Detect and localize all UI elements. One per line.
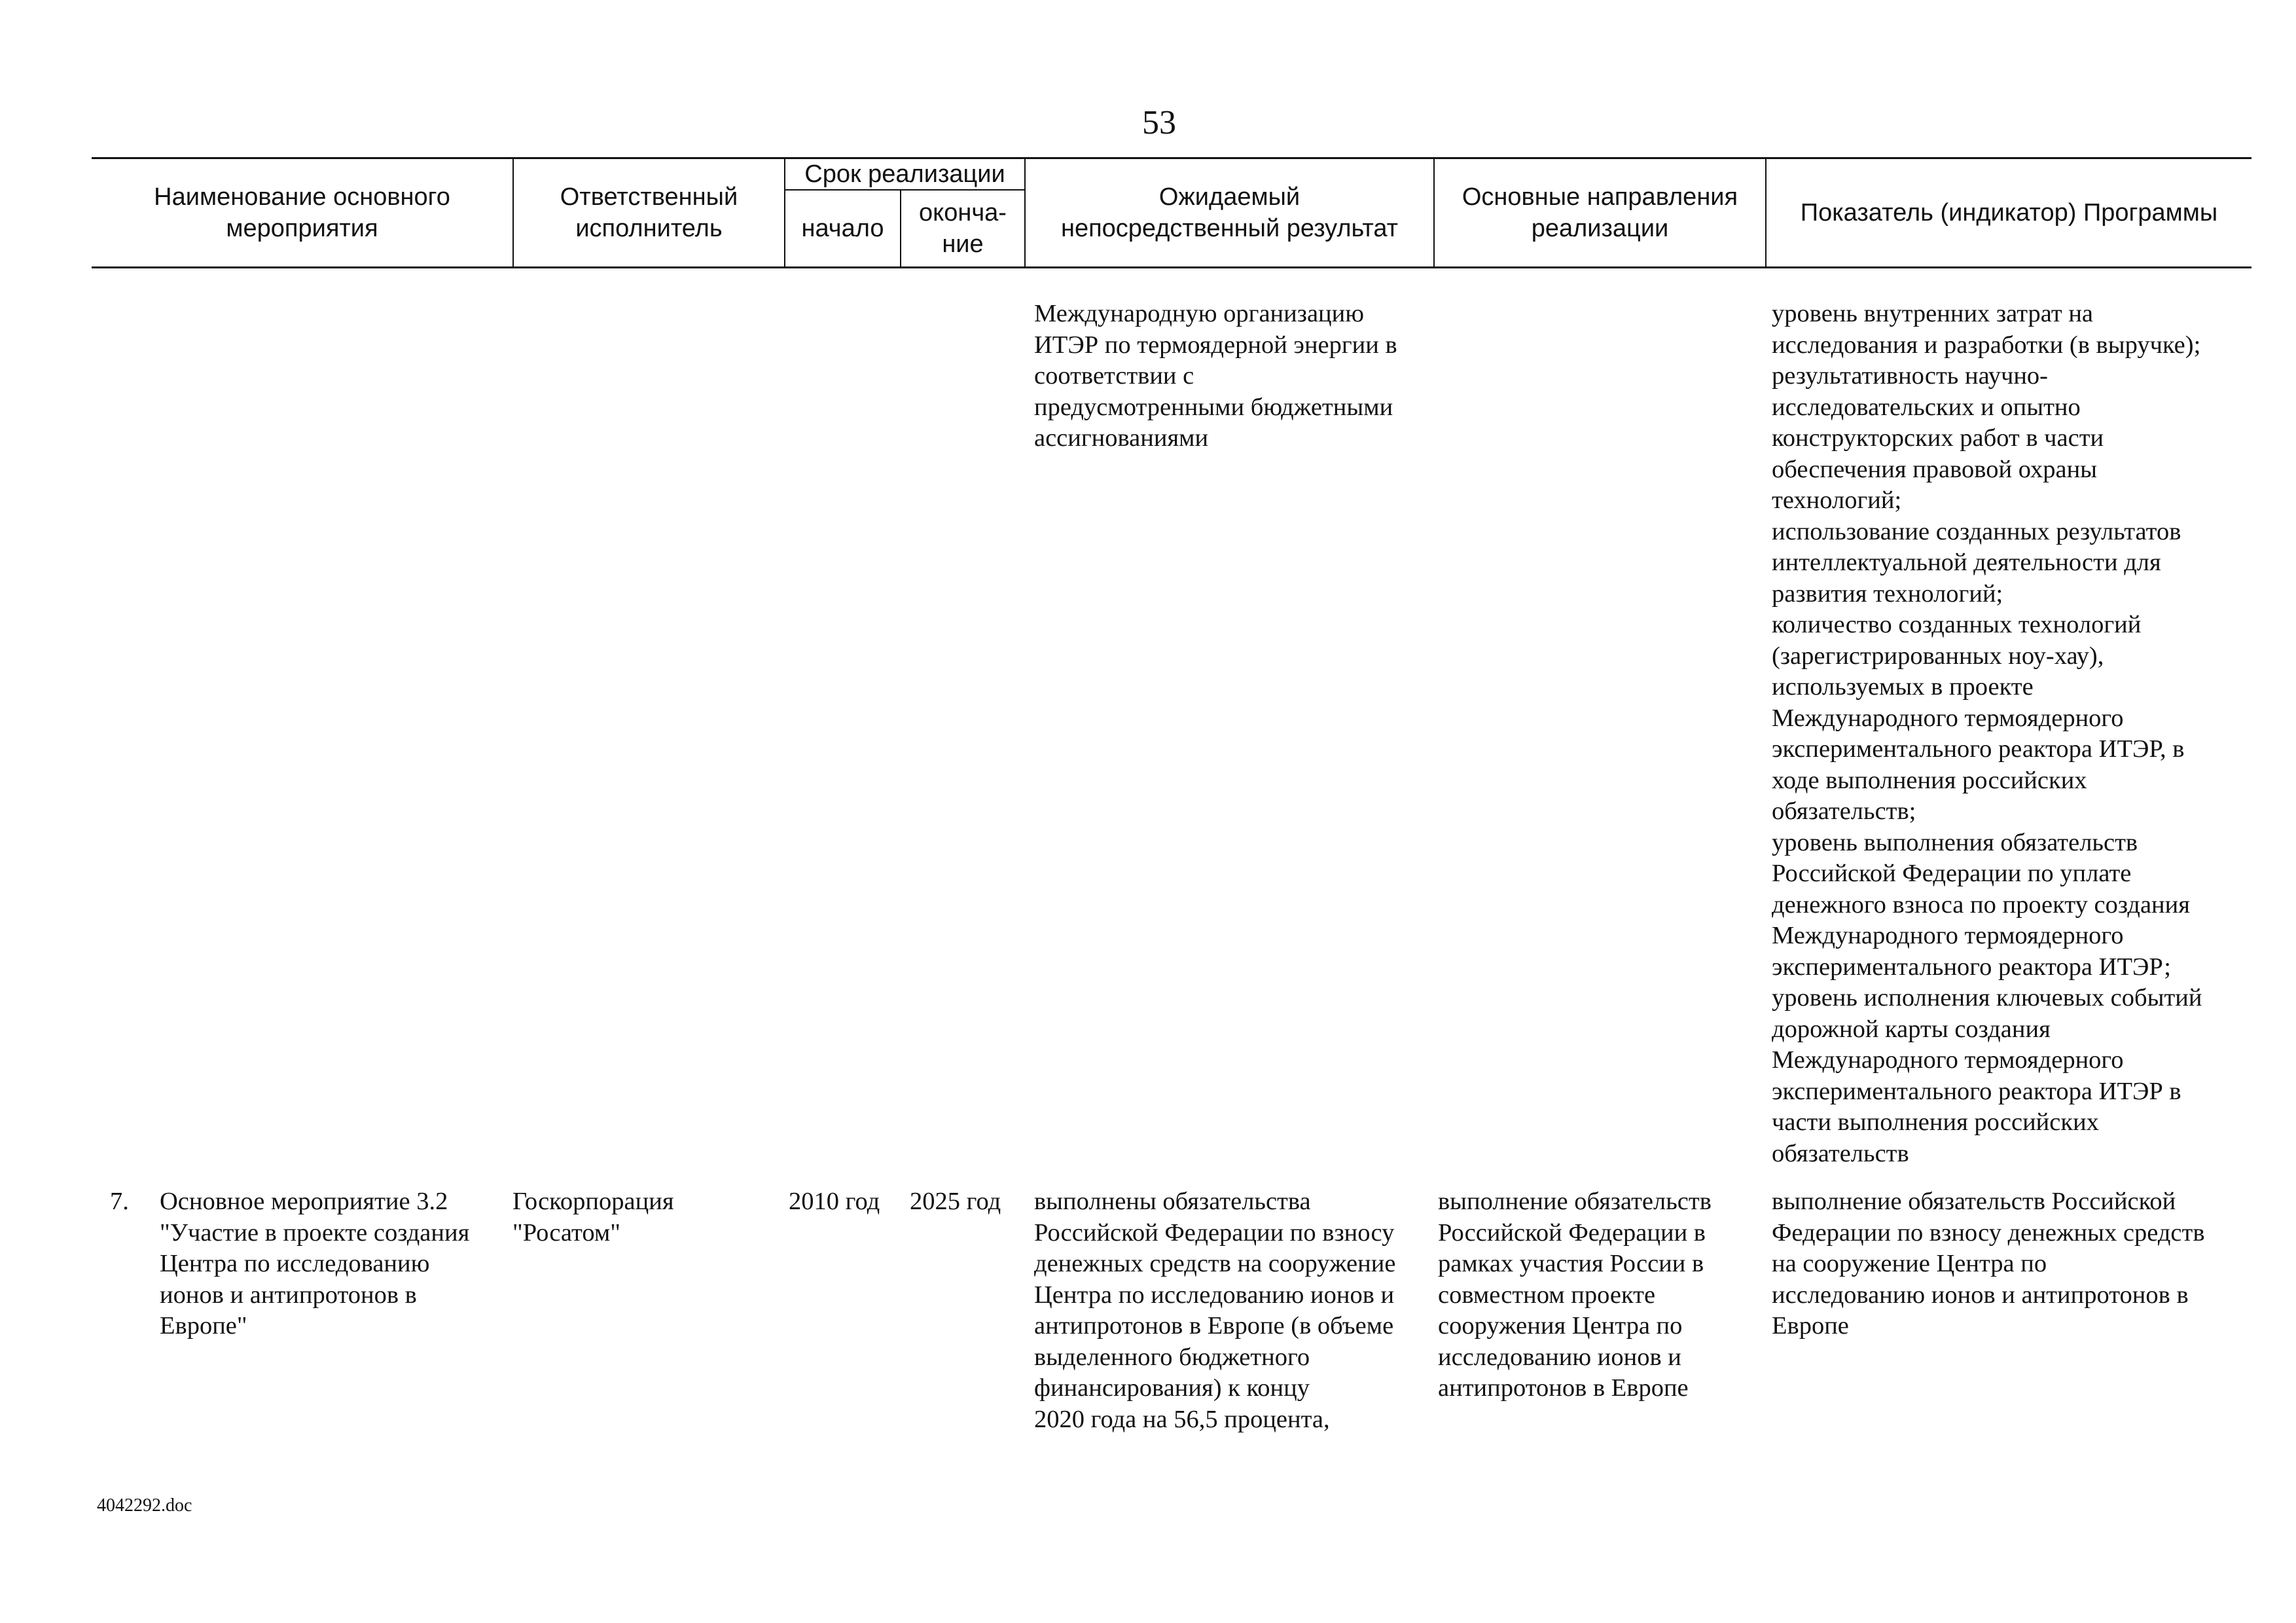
row7-result: выполнены обязательства Российской Федерации по взносу денежных средств на сооружение Центра по исследованию ионов и антипротонов в Европе (в объеме выделенного бюджетного финансирования) к концу 2020 года на 56,5 процента,	[1034, 1188, 1396, 1433]
header-name: Наименование основного мероприятия	[154, 183, 450, 242]
continued-indicator: уровень внутренних затрат на исследования и разработки (в выручке); результативность научно- исследовательских и опытно конструкторских работ в части обеспечения правовой охраны технологий; использование созданных результатов интеллектуальной деятельности для развития технологий; количество созданных технологий (зарегистрированных ноу-хау), используемых в проекте Международного термоядерного экспериментального реактора ИТЭР, в ходе выполнения российских обязательств; уровень выполнения обязательств Российской Федерации по уплате денежного взноса по проекту создания Международного термоядерного экспериментального реактора ИТЭР; уровень исполнения ключевых событий дорожной карты создания Международного термоядерного экспериментального реактора ИТЭР в части выполнения российских обязательств	[1772, 300, 2202, 1167]
footer-filename: 4042292.doc	[97, 1495, 192, 1516]
row7-directions: выполнение обязательств Российской Федерации в рамках участия России в совместном проекте сооружения Центра по исследованию ионов и антипротонов в Европе	[1438, 1188, 1712, 1402]
header-result: Ожидаемый непосредственный результат	[1060, 183, 1399, 242]
table-header-bottom-border	[92, 266, 2251, 268]
header-start: начало	[801, 215, 884, 242]
header-indicator: Показатель (индикатор) Программы	[1800, 199, 2218, 227]
header-directions: Основные направления реализации	[1462, 183, 1738, 242]
row7-indicator: выполнение обязательств Российской Федерации по взносу денежных средств на сооружение Центра по исследованию ионов и антипротонов в Европе	[1772, 1188, 2205, 1340]
row7-executor: Госкорпорация "Росатом"	[512, 1188, 674, 1247]
continued-result: Международную организацию ИТЭР по термоядерной энергии в соответствии с предусмотренными бюджетными ассигнованиями	[1034, 300, 1397, 452]
row7-name: Основное мероприятие 3.2 "Участие в проекте создания Центра по исследованию ионов и антипротонов в Европе"	[160, 1188, 470, 1340]
page-number: 53	[1142, 104, 1176, 141]
row7-start: 2010 год	[789, 1188, 880, 1215]
header-period: Срок реализации	[804, 160, 1005, 188]
row7-end: 2025 год	[910, 1188, 1001, 1215]
row7-number: 7.	[110, 1188, 129, 1215]
header-end: оконча- ние	[919, 199, 1007, 258]
header-executor: Ответственный исполнитель	[560, 183, 738, 242]
